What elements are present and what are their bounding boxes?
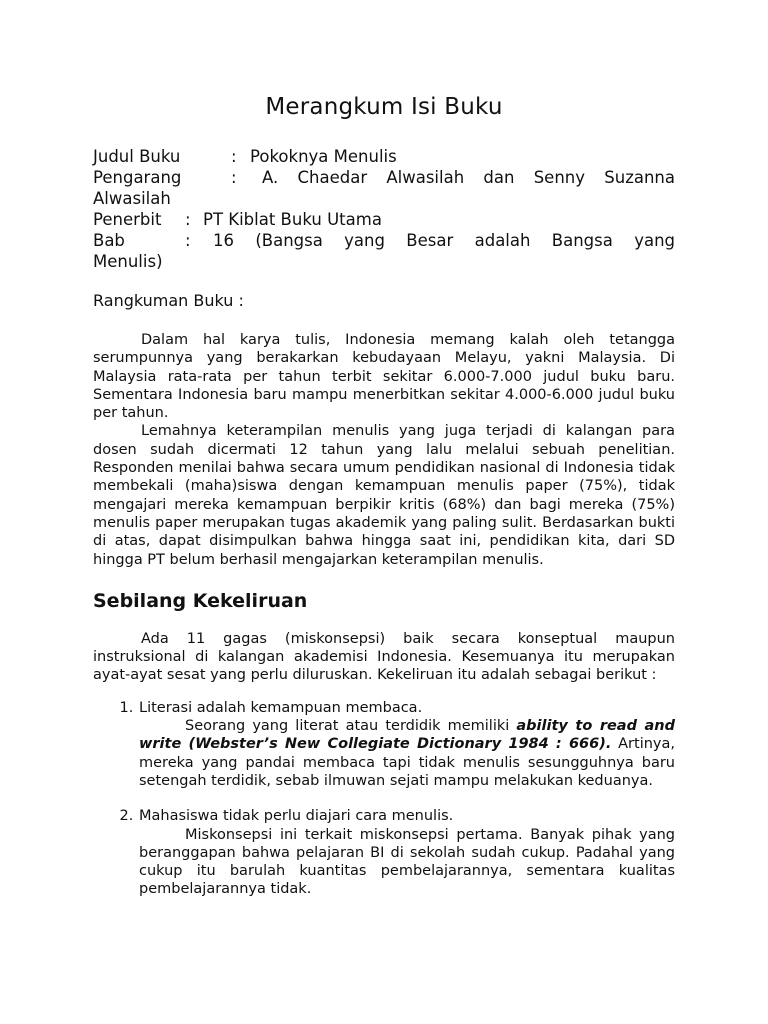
meta-bab bbox=[93, 230, 675, 251]
rangkuman-label: Rangkuman Buku : bbox=[93, 291, 244, 310]
meta-bab-key: Bab bbox=[93, 231, 125, 250]
list-item-body-post: Artinya, mereka yang pandai membaca tapi tidak menulis sesungguhnya baru setengah terdidik, sebab ilmuwan sejati mampu melakukan keduanya. bbox=[139, 736, 675, 789]
meta-bab-colon: : bbox=[185, 231, 191, 250]
meta-penerbit bbox=[93, 209, 675, 230]
meta-pengarang-cont: Alwasilah bbox=[93, 189, 171, 208]
meta-penerbit-key: Penerbit bbox=[93, 210, 162, 229]
meta-judul-key: Judul Buku bbox=[93, 147, 181, 166]
list-item-body-emphasis: ability to read and write (Webster’s New Collegiate Dictionary 1984 : 666). bbox=[139, 718, 675, 753]
list-item-head: 1. Literasi adalah kemampuan membaca. bbox=[139, 699, 423, 716]
meta-pengarang-value: A. Chaedar Alwasilah dan Senny Suzanna bbox=[262, 168, 675, 187]
meta-judul-colon: : bbox=[231, 147, 237, 166]
list-item-head: 2. Mahasiswa tidak perlu diajari cara menulis. bbox=[139, 808, 454, 825]
misconception-list bbox=[93, 699, 675, 899]
section-heading: Sebilang Kekeliruan bbox=[93, 589, 308, 612]
meta-pengarang-key: Pengarang bbox=[93, 168, 182, 187]
book-metadata bbox=[93, 146, 675, 272]
page-title: Merangkum Isi Buku bbox=[265, 94, 503, 120]
meta-penerbit-value: PT Kiblat Buku Utama bbox=[203, 210, 382, 229]
meta-judul bbox=[93, 146, 675, 167]
meta-bab-value: 16 (Bangsa yang Besar adalah Bangsa yang bbox=[213, 231, 675, 250]
meta-penerbit-colon: : bbox=[185, 210, 191, 229]
list-item-body: Miskonsepsi ini terkait miskonsepsi pertama. Banyak pihak yang beranggapan bahwa pelajaran BI di sekolah sudah cukup. Padahal yang cukup itu barulah kuantitas pembelajarannya, sementara kualitas pembelajarannya tidak. bbox=[139, 826, 675, 898]
meta-bab-cont: Menulis) bbox=[93, 252, 163, 271]
list-item bbox=[138, 807, 675, 898]
meta-pengarang bbox=[93, 167, 675, 188]
list-item bbox=[138, 699, 675, 790]
meta-judul-value: Pokoknya Menulis bbox=[250, 147, 397, 166]
rangkuman-paragraph-1: Dalam hal karya tulis, Indonesia memang kalah oleh tetangga serumpunnya yang berakarkan kebudayaan Melayu, yakni Malaysia. Di Malaysia rata-rata per tahun terbit sekitar 6.000-7.000 judul buku baru. Sementara Indonesia baru mampu menerbitkan sekitar 4.000-6.000 judul buku per tahun. bbox=[93, 332, 675, 422]
meta-pengarang-colon: : bbox=[231, 168, 237, 187]
document-content bbox=[93, 92, 675, 916]
rangkuman-paragraph-2: Lemahnya keterampilan menulis yang juga terjadi di kalangan para dosen sudah dicermati 12 tahun yang lalu melalui sebuah penelitian. Responden menilai bahwa secara umum pendidikan nasional di Indonesia tidak membekali (maha)siswa dengan kemampuan menulis paper (75%), tidak mengajari mereka kemampuan berpikir kritis (68%) dan bagi mereka (75%) menulis paper merupakan tugas akademik yang paling sulit. Berdasarkan bukti di atas, dapat disimpulkan bahwa hingga saat ini, pendidikan kita, dari SD hingga PT belum berhasil mengajarkan keterampilan menulis. bbox=[93, 423, 675, 568]
list-item-body-pre: Seorang yang literat atau terdidik memiliki bbox=[185, 718, 517, 735]
section-intro: Ada 11 gagas (miskonsepsi) baik secara konseptual maupun instruksional di kalangan akademisi Indonesia. Kesemuanya itu merupakan ayat-ayat sesat yang perlu diluruskan. Kekeliruan itu adalah sebagai berikut : bbox=[93, 630, 675, 684]
list-item-body bbox=[139, 717, 675, 790]
